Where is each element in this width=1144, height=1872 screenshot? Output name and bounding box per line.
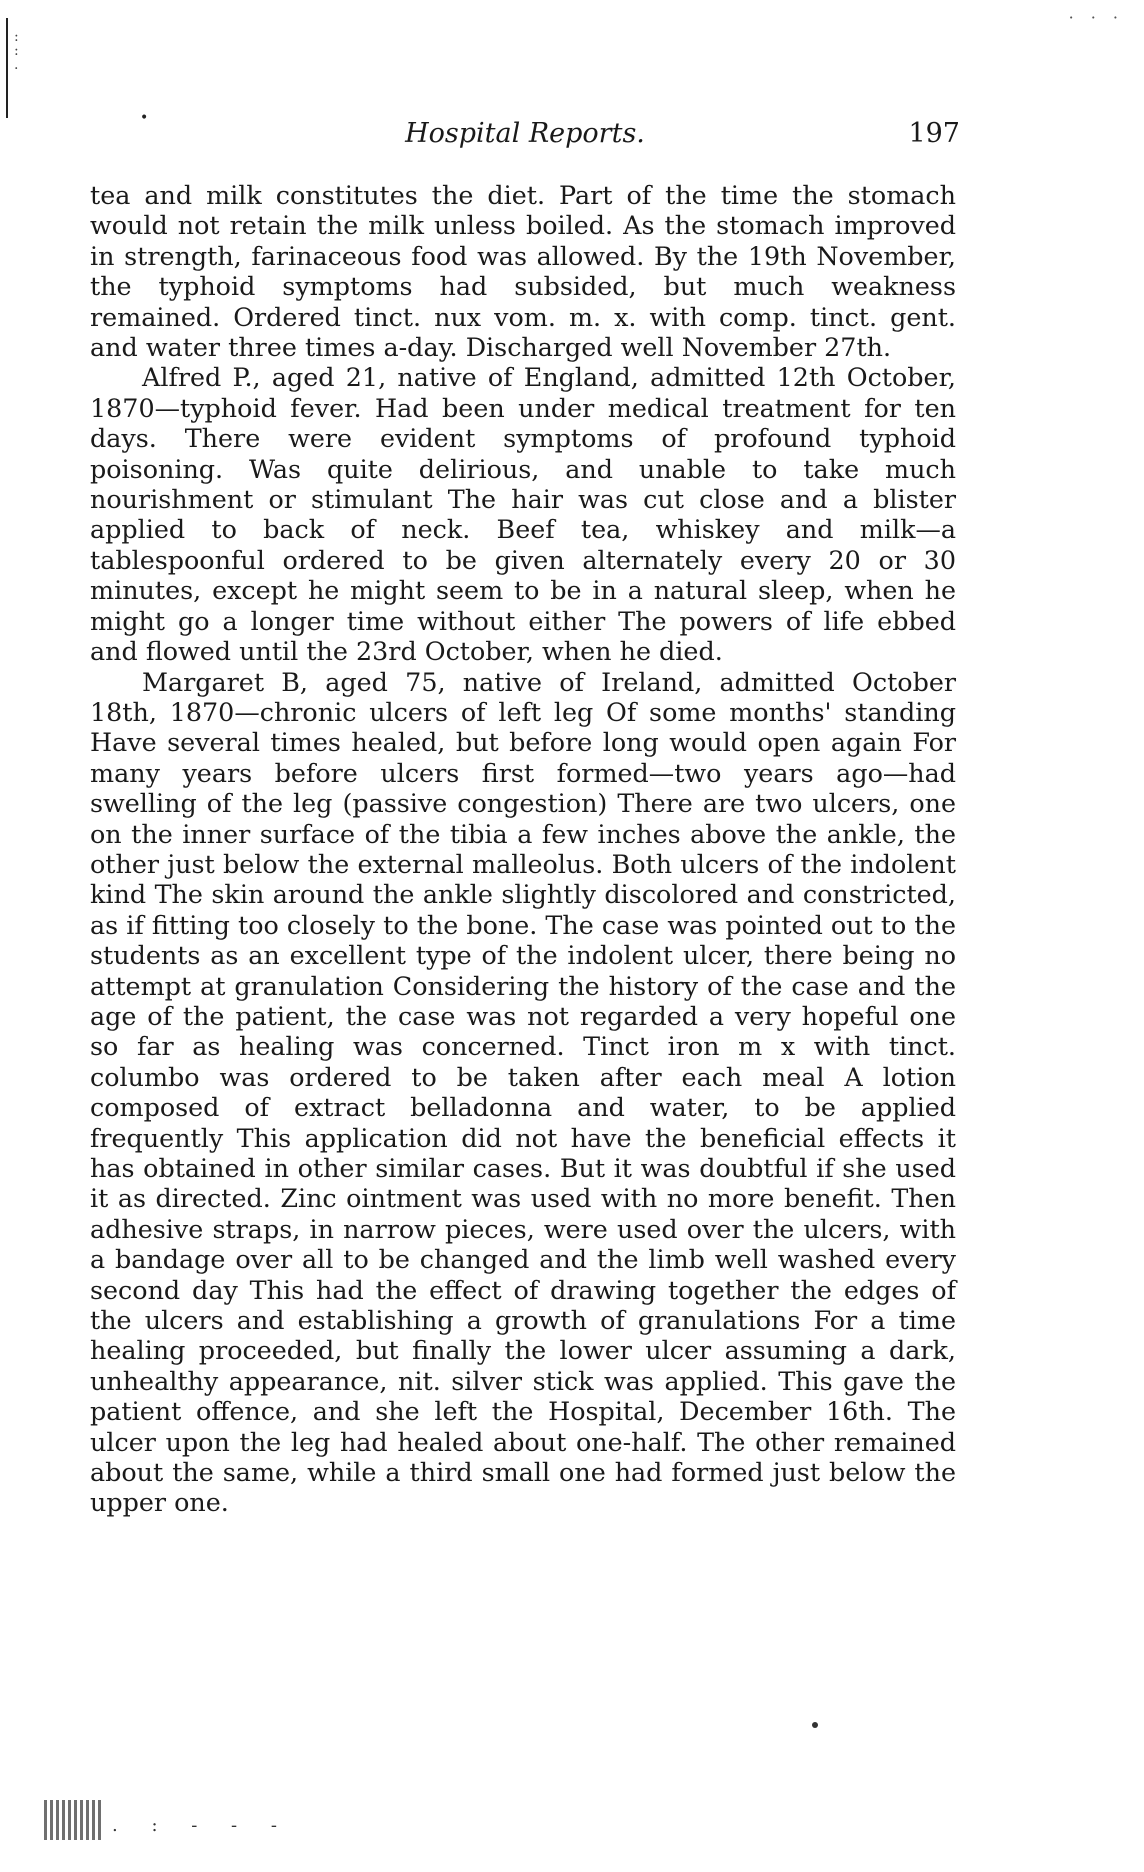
page-header <box>90 118 960 158</box>
page-edge-shadow <box>6 18 11 118</box>
running-title: Hospital Reports. <box>405 118 645 149</box>
scan-smudge <box>44 1800 104 1840</box>
paragraph-continuation: tea and milk constitutes the diet. Part of the time the stomach would not retain the milk unless boiled. As the stomach improved in strength, farinaceous food was allowed. By the 19th November, the typhoid symptoms had subsided, but much weakness remained. Ordered tinct. nux vom. m. x. with comp. tinct. gent. and water three times a-day. Discharged well November 27th. <box>90 180 956 363</box>
scan-specks-left: : : . <box>14 29 19 73</box>
scan-specks-top: · · · <box>1068 8 1124 27</box>
paragraph-case-margaret: Margaret B, aged 75, native of Ireland, admitted October 18th, 1870—chronic ulcers of left leg Of some months' standing Have several times healed, but before long would open again For many years before ulcers first formed—two years ago—had swelling of the leg (passive congestion) There are two ulcers, one on the inner surface of the tibia a few inches above the ankle, the other just below the external malleolus. Both ulcers of the indolent kind The skin around the ankle slightly discolored and constricted, as if fitting too closely to the bone. The case was pointed out to the students as an excellent type of the indolent ulcer, there being no attempt at granulation Considering the history of the case and the age of the patient, the case was not regarded a very hopeful one so far as healing was concerned. Tinct iron m x with tinct. columbo was ordered to be taken after each meal A lotion composed of extract belladonna and water, to be applied frequently This application did not have the beneficial effects it has obtained in other similar cases. But it was doubtful if she used it as directed. Zinc ointment was used with no more benefit. Then adhesive straps, in narrow pieces, were used over the ulcers, with a bandage over all to be changed and the limb well washed every second day This had the effect of drawing together the edges of the ulcers and establishing a growth of granulations For a time healing proceeded, but finally the lower ulcer assuming a dark, unhealthy appearance, nit. silver stick was applied. This gave the patient offence, and she left the Hospital, December 16th. The ulcer upon the leg had healed about one-half. The other remained about the same, while a third small one had formed just below the upper one. <box>90 666 956 1518</box>
scan-speck: • <box>140 110 149 126</box>
page-number: 197 <box>908 118 960 149</box>
body-text <box>90 180 956 1518</box>
scan-speck <box>812 1722 818 1728</box>
scan-specks-bottom: . : - - - <box>112 1815 291 1836</box>
paragraph-case-alfred: Alfred P., aged 21, native of England, admitted 12th October, 1870—typhoid fever. Had been under medical treatment for ten days. There were evident symptoms of profound typhoid poisoning. Was quite delirious, and unable to take much nourishment or stimulant The hair was cut close and a blister applied to back of neck. Beef tea, whiskey and milk—a tablespoonful ordered to be given alternately every 20 or 30 minutes, except he might seem to be in a natural sleep, when he might go a longer time without either The powers of life ebbed and flowed until the 23rd October, when he died. <box>90 362 956 667</box>
